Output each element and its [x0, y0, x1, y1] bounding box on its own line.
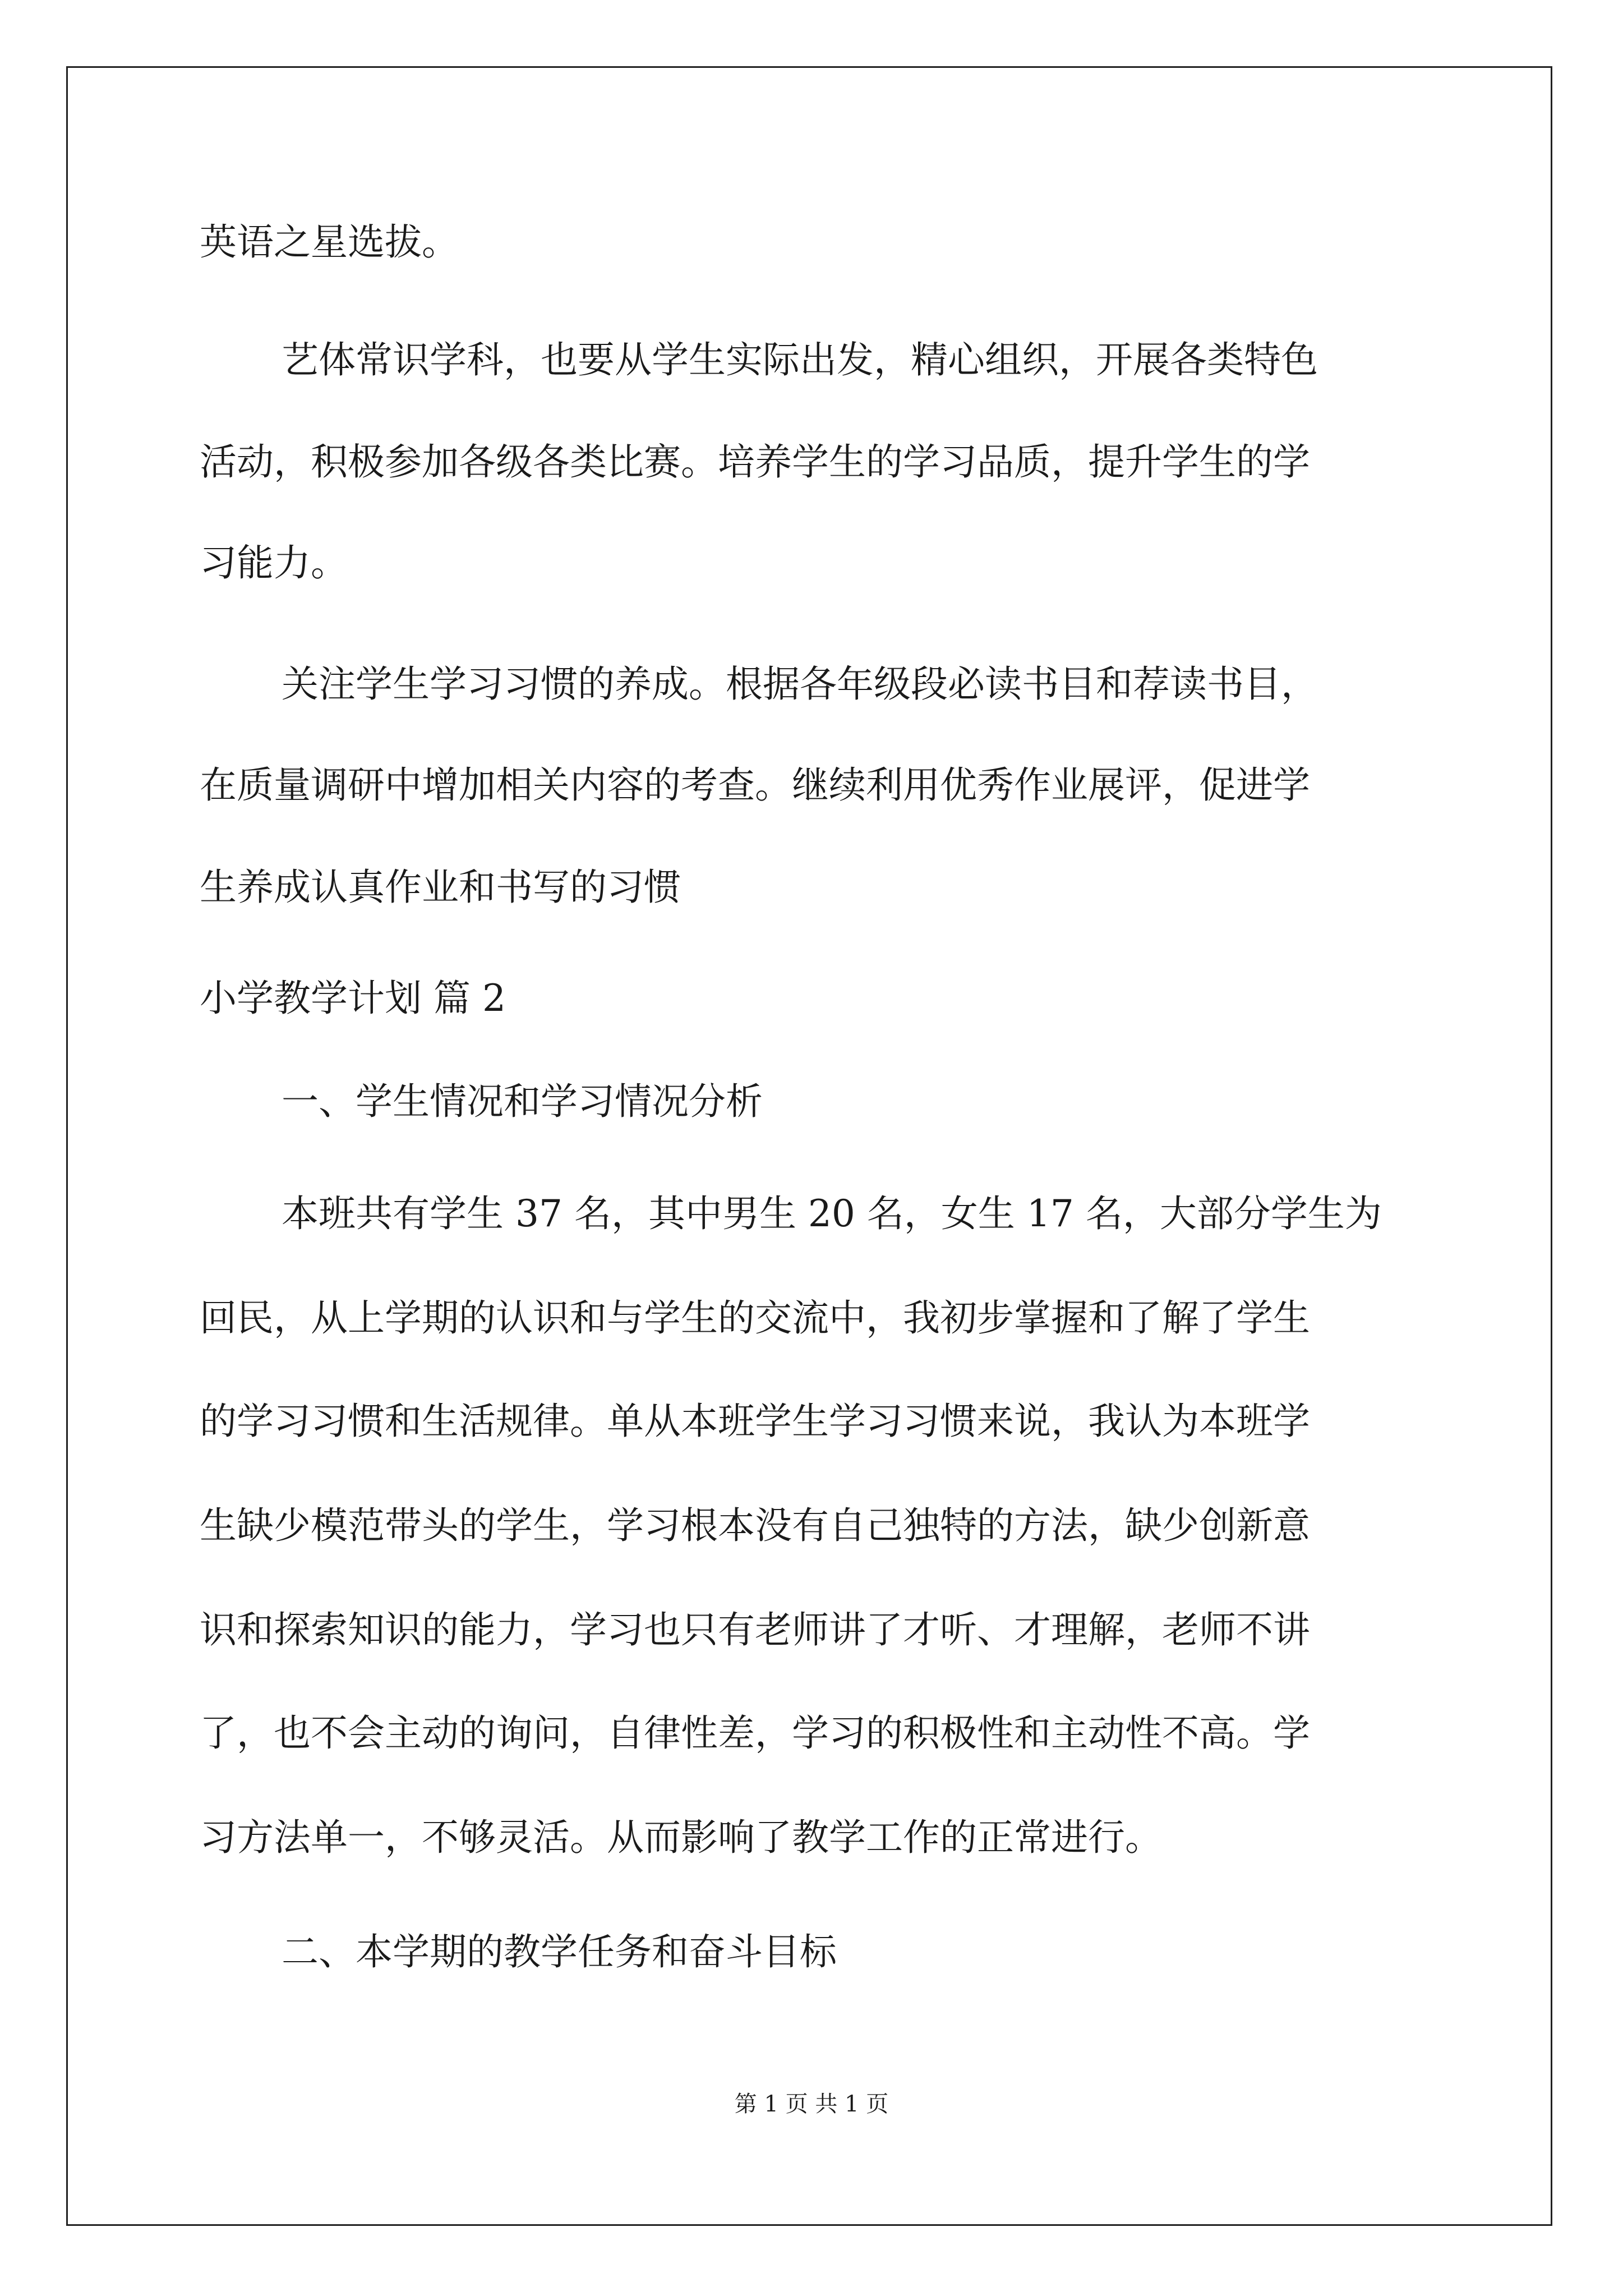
- page-frame: [66, 66, 1552, 2226]
- paragraph-habits-line-2: 在质量调研中增加相关内容的考查。继续利用优秀作业展评，促进学: [200, 763, 1310, 807]
- paragraph-arts-line-2: 活动，积极参加各级各类比赛。培养学生的学习品质，提升学生的学: [200, 440, 1310, 484]
- paragraph-arts-line-3: 习能力。: [200, 541, 348, 585]
- paragraph-class-line-3: 的学习习惯和生活规律。单从本班学生学习习惯来说，我认为本班学: [200, 1400, 1310, 1443]
- heading-student-analysis: 一、学生情况和学习情况分析: [282, 1080, 763, 1123]
- paragraph-class-start: 本班共有学生 37 名，其中男生 20 名，女生 17 名，大部分学生为: [282, 1192, 1382, 1235]
- text-line-continuation: 英语之星选拔。: [200, 220, 459, 264]
- paragraph-class-line-2: 回民，从上学期的认识和与学生的交流中，我初步掌握和了解了学生: [200, 1296, 1310, 1340]
- heading-teaching-tasks: 二、本学期的教学任务和奋斗目标: [282, 1930, 837, 1973]
- paragraph-class-line-6: 了，也不会主动的询问，自律性差，学习的积极性和主动性不高。学: [200, 1711, 1310, 1755]
- paragraph-habits-start: 关注学生学习习惯的养成。根据各年级段必读书目和荐读书目，: [282, 662, 1318, 706]
- paragraph-class-line-7: 习方法单一，不够灵活。从而影响了教学工作的正常进行。: [200, 1816, 1162, 1859]
- page-footer: 第 1 页 共 1 页: [734, 2091, 889, 2117]
- paragraph-arts-start: 艺体常识学科，也要从学生实际出发，精心组织，开展各类特色: [282, 338, 1318, 381]
- section-title: 小学教学计划 篇 2: [200, 977, 506, 1020]
- paragraph-class-line-5: 识和探索知识的能力，学习也只有老师讲了才听、才理解，老师不讲: [200, 1608, 1310, 1651]
- paragraph-class-line-4: 生缺少模范带头的学生，学习根本没有自己独特的方法，缺少创新意: [200, 1504, 1310, 1547]
- paragraph-habits-line-3: 生养成认真作业和书写的习惯: [200, 866, 681, 909]
